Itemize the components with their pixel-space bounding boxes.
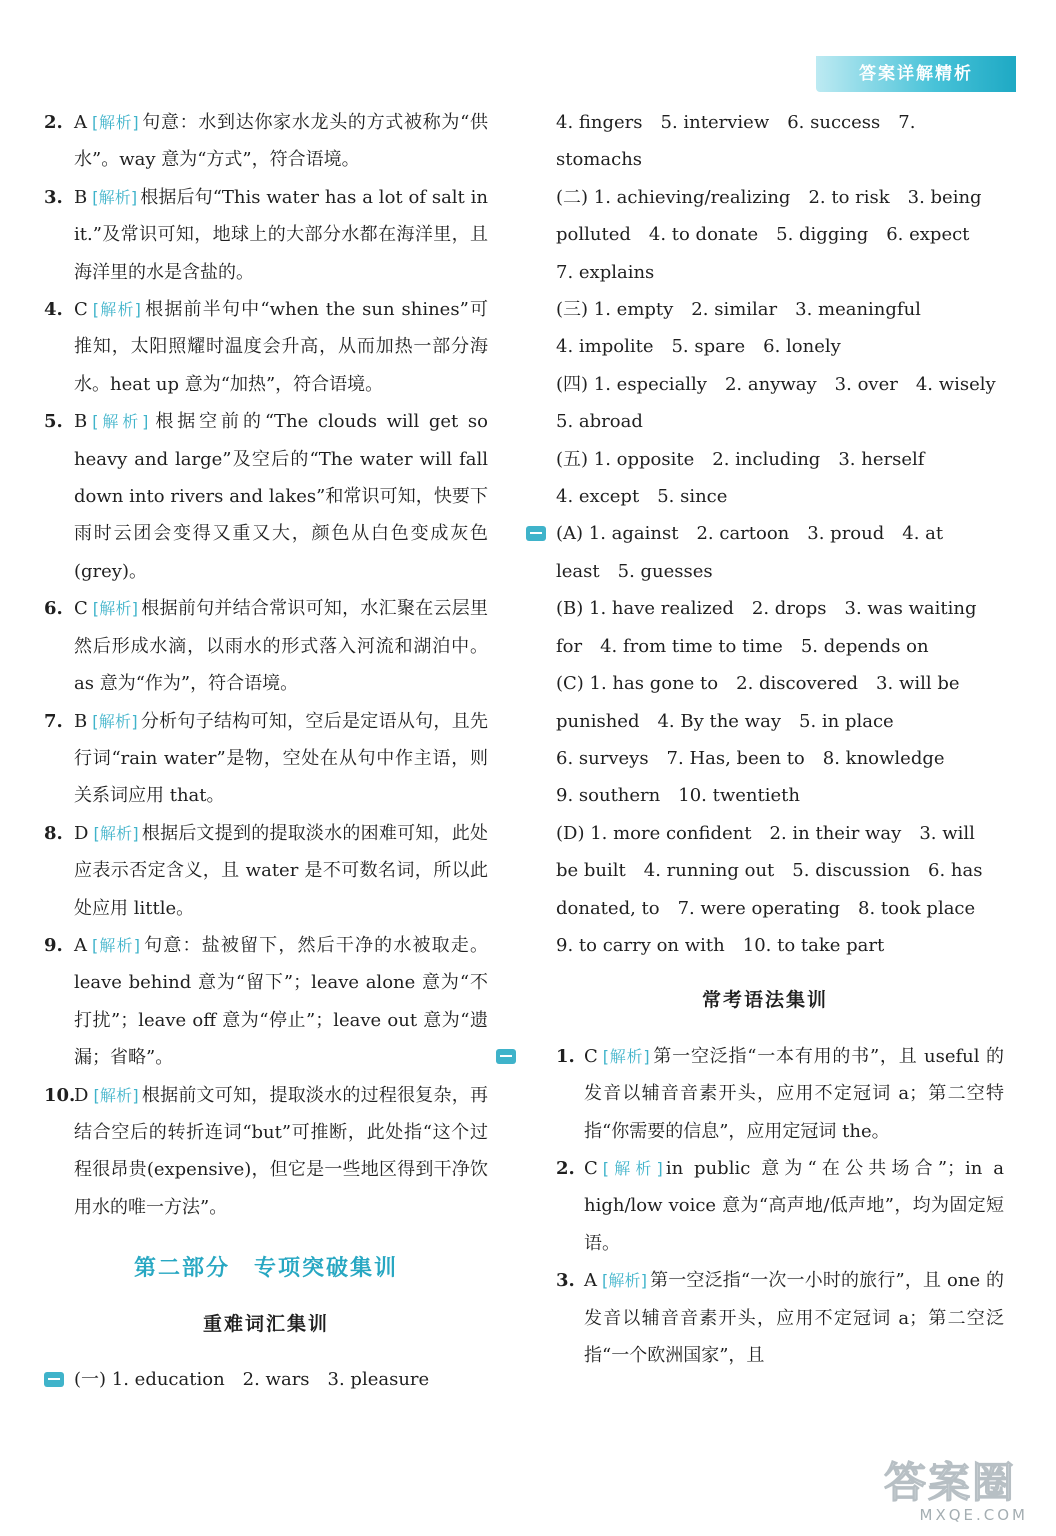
vocab-line: (一) 1. education 2. wars 3. pleasure [44, 1361, 488, 1398]
answer-line: 9. southern 10. twentieth [556, 785, 800, 807]
analysis-text: 分析句子结构可知，空后是定语从句，且先行词“rain water”是物，空处在从句中作主语，则关系词应用 that。 [74, 710, 488, 807]
answer-letter: C [74, 299, 88, 321]
analysis-text: in public 意为“在公共场合”；in a high/low voice 意为“高声地/低声地”，均为固定短语。 [584, 1157, 1004, 1254]
answer-letter: A [74, 112, 87, 133]
item-number: 4. [44, 299, 63, 321]
item-number: 8. [44, 822, 63, 844]
item-number: 3. [556, 1270, 575, 1292]
answer-item [44, 403, 488, 590]
answer-line: for 4. from time to time 5. depends on [556, 635, 929, 657]
answer-line: 6. surveys 7. Has, been to 8. knowledge [556, 747, 945, 769]
answer-item [526, 1150, 1004, 1262]
item-number: 2. [44, 112, 63, 133]
analysis-text: 根据后文提到的提取淡水的困难可知，此处应表示否定含义，且 water 是不可数名词，所以此处应用 little。 [74, 822, 488, 919]
answer-line: punished 4. By the way 5. in place [556, 710, 894, 732]
answer-item [44, 1077, 488, 1227]
analysis-tag: [解析] [92, 412, 149, 432]
analysis-tag: [解析] [93, 1085, 139, 1105]
analysis-text: 根据后句“This water has a lot of salt in it.”及常识可知，地球上的大部分水都在海洋里，且海洋里的水是含盐的。 [74, 186, 488, 283]
item-number: 10. [44, 1084, 76, 1106]
analysis-tag: [解析] [602, 1271, 647, 1291]
answer-line: 4. fingers 5. interview 6. success 7. stomachs [556, 112, 916, 171]
answer-line: least 5. guesses [556, 560, 713, 582]
item-number: 3. [44, 186, 63, 208]
vocab-answers [526, 104, 1004, 515]
answer-letter: D [74, 822, 89, 844]
answer-letter: D [74, 1084, 89, 1106]
analysis-tag: [解析] [92, 113, 139, 132]
answer-letter: C [584, 1045, 598, 1067]
answer-item [44, 590, 488, 702]
answer-line: (D) 1. more confident 2. in their way 3. will [556, 822, 975, 844]
item-number: 6. [44, 598, 63, 620]
analysis-text: 句意：水到达你家水龙头的方式被称为“供水”。way 意为“方式”，符合语境。 [74, 112, 488, 171]
answer-item [44, 815, 488, 927]
phrase-answers [526, 515, 1004, 964]
analysis-text: 第一空泛指“一次一小时的旅行”，且 one 的发音以辅音音素开头，应用不定冠词 a；第二空泛指“一个欧洲国家”，且 [584, 1270, 1004, 1366]
part-title: 第二部分 专项突破集训 [133, 1256, 398, 1282]
item-number: 7. [44, 710, 63, 732]
analysis-tag: [解析] [92, 599, 139, 619]
answer-line: (四) 1. especially 2. anyway 3. over 4. wisely [556, 373, 996, 395]
section-marker-icon [526, 526, 546, 541]
analysis-tag: [解析] [92, 187, 138, 207]
answer-letter: C [584, 1157, 598, 1179]
watermark-logo: 答案圈 MXQE.COM [884, 1458, 1028, 1524]
analysis-tag: [解析] [92, 935, 140, 955]
header-title-tab: 答案详解精析 [816, 56, 1016, 92]
grammar-list [526, 1038, 1004, 1375]
answer-letter: C [74, 598, 88, 620]
analysis-tag: [解析] [93, 823, 139, 843]
analysis-text: 第一空泛指“一本有用的书”，且 useful 的发音以辅音音素开头，应用不定冠词 a；第二空特指“你需要的信息”，应用定冠词 the。 [584, 1045, 1004, 1142]
analysis-tag: [解析] [602, 1046, 650, 1066]
answer-item [44, 927, 488, 1077]
answer-item [44, 104, 488, 179]
item-number: 1. [556, 1045, 575, 1067]
vocab-section-title: 重难词汇集训 [202, 1312, 329, 1335]
answer-letter: A [74, 934, 87, 956]
answer-line: 5. abroad [556, 411, 643, 433]
item-number: 2. [556, 1157, 575, 1179]
answer-item [44, 179, 488, 291]
item-number: 5. [44, 411, 63, 433]
answer-line: 4. except 5. since [556, 486, 728, 508]
section-marker-icon [496, 1049, 516, 1064]
right-column [526, 104, 1004, 1374]
answer-letter: A [584, 1270, 597, 1292]
item-number: 9. [44, 934, 63, 956]
answer-letter: B [74, 186, 88, 208]
analysis-text: 句意：盐被留下，然后干净的水被取走。leave behind 意为“留下”；leave alone 意为“不打扰”；leave off 意为“停止”；leave out 意为“遗漏；省略”。 [74, 934, 488, 1069]
grammar-section-title: 常考语法集训 [701, 989, 828, 1012]
section-marker-icon [44, 1372, 64, 1387]
answer-line: (二) 1. achieving/realizing 2. to risk 3. being [556, 186, 982, 208]
analysis-tag: [解析] [602, 1158, 663, 1178]
answer-item [526, 1038, 1004, 1150]
answer-line: (A) 1. against 2. cartoon 3. proud 4. at [526, 515, 1004, 552]
answer-item [526, 1262, 1004, 1374]
answer-item [44, 703, 488, 815]
analysis-text: 根据前句并结合常识可知，水汇聚在云层里然后形成水滴，以雨水的形式落入河流和湖泊中。as 意为“作为”，符合语境。 [74, 598, 488, 695]
answer-line: (B) 1. have realized 2. drops 3. was waiting [556, 598, 977, 620]
answer-letter: B [74, 411, 88, 433]
answer-line: 7. explains [556, 261, 655, 283]
analysis-text: 根据前半句中“when the sun shines”可推知，太阳照耀时温度会升高，从而加热一部分海水。heat up 意为“加热”，符合语境。 [74, 299, 488, 395]
analysis-list [44, 104, 488, 1226]
answer-line: polluted 4. to donate 5. digging 6. expect [556, 224, 970, 246]
answer-line: 9. to carry on with 10. to take part [556, 934, 885, 956]
answer-line: donated, to 7. were operating 8. took place [556, 897, 976, 919]
answer-line: (三) 1. empty 2. similar 3. meaningful [556, 299, 921, 321]
analysis-tag: [解析] [92, 711, 138, 731]
answer-line: (C) 1. has gone to 2. discovered 3. will be [556, 673, 960, 695]
analysis-text: 根据前文可知，提取淡水的过程很复杂，再结合空后的转折连词“but”可推断，此处指“这个过程很昂贵(expensive)，但它是一些地区得到干净饮用水的唯一方法”。 [74, 1084, 488, 1218]
answer-line: 4. impolite 5. spare 6. lonely [556, 336, 841, 358]
left-column [44, 104, 488, 1398]
answer-line: (五) 1. opposite 2. including 3. herself [556, 448, 925, 470]
analysis-tag: [解析] [92, 300, 141, 320]
answer-item [44, 291, 488, 403]
answer-letter: B [74, 710, 88, 732]
analysis-text: 根据空前的“The clouds will get so heavy and large”及空后的“The water will fall down into rivers and lakes”和常识可知，快要下雨时云团会变得又重又大，颜色从白色变成灰色(grey)。 [74, 411, 488, 582]
answer-line: be built 4. running out 5. discussion 6. has [556, 860, 983, 882]
